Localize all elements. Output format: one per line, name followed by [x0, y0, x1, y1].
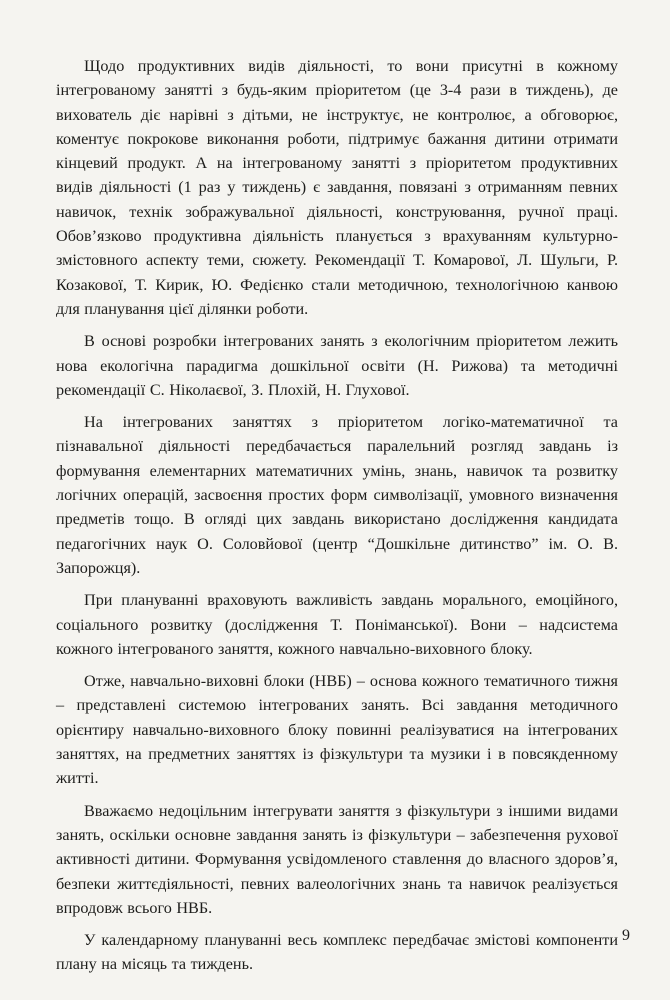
paragraph-nvb-blocks: Отже, навчально-виховні блоки (НВБ) – основа кожного тематичного тижня – представлені системою інтегрованих занять. Всі завдання методичного орієнтиру навчально-виховного блоку повинні реалізуватися на інтегрованих заняттях, на предметних заняттях із фізкультури та музики і в повсякденному житті. — [56, 672, 618, 788]
body-text — [56, 54, 618, 977]
paragraph-physical-education: Вважаємо недоцільним інтегрувати заняття з фізкультури з іншими видами занять, оскільки основне завдання занять із фізкультури – забезпечення рухової активності дитини. Формування усвідомленого ставлення до власного здоров’я, безпеки життєдіяльності, певних валеологічних знань та навичок реалізується впродовж всього НВБ. — [56, 801, 618, 917]
paragraph-calendar-planning: У календарному плануванні весь комплекс передбачає змістові компоненти плану на місяць та тиждень. — [56, 931, 618, 974]
page-number: 9 — [622, 927, 630, 944]
paragraph-productive-activities: Щодо продуктивних видів діяльності, то вони присутні в кожному інтегрованому занятті з будь-яким пріоритетом (це 3-4 рази в тиждень), де вихователь діє нарівні з дітьми, не інструктує, не контролює, а обговорює, коментує покрокове виконання роботи, підтримує бажання дитини отримати кінцевий продукт. А на інтегрованому занятті з пріоритетом продуктивних видів діяльності (1 раз у тиждень) є завдання, повязані з отриманням певних навичок, технік зображувальної діяльності, конструювання, ручної праці. Обов’язково продуктивна діяльність планується з врахуванням культурно-змістовного аспекту теми, сюжету. Рекомендації Т. Комарової, Л. Шульги, Р. Козакової, Т. Кирик, Ю. Федієнко стали методичною, технологічною канвою для планування цієї ділянки роботи. — [56, 57, 618, 318]
paragraph-logic-math-priority: На інтегрованих заняттях з пріоритетом логіко-математичної та пізнавальної діяльності передбачається паралельний розгляд завдань із формування елементарних математичних умінь, знань, навичок та розвитку логічних операцій, засвоєння простих форм символізації, умовного визначення предметів тощо. В огляді цих завдань використано дослідження кандидата педагогічних наук О. Соловйової (центр “Дошкільне дитинство” ім. О. В. Запорожця). — [56, 413, 618, 577]
paragraph-moral-emotional: При плануванні враховують важливість завдань морального, емоційного, соціального розвитку (дослідження Т. Поніманської). Вони – надсистема кожного інтегрованого заняття, кожного навчально-виховного блоку. — [56, 591, 618, 658]
paragraph-ecological-priority: В основі розробки інтегрованих занять з екологічним пріоритетом лежить нова екологічна парадигма дошкільної освіти (Н. Рижова) та методичні рекомендації С. Ніколаєвої, З. Плохій, Н. Глухової. — [56, 332, 618, 399]
